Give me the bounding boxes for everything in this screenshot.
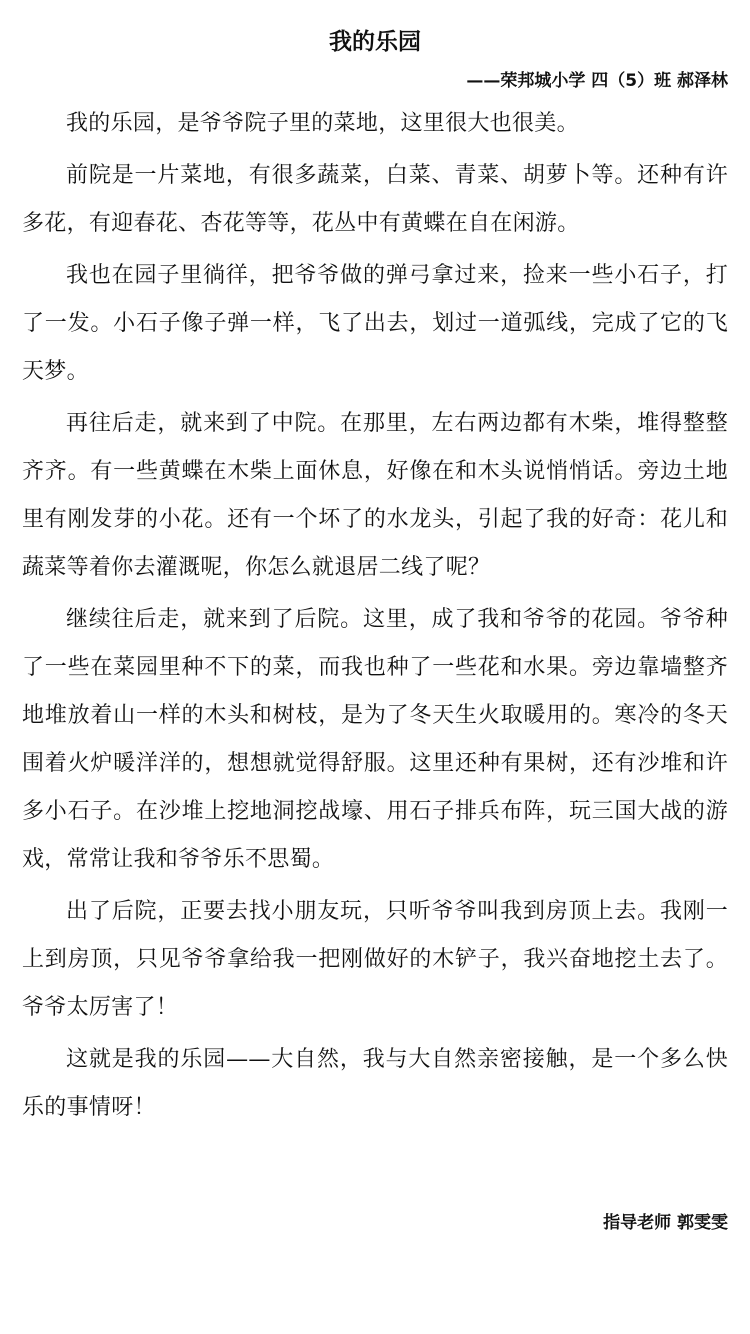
paragraph-4: 再往后走，就来到了中院。在那里，左右两边都有木柴，堆得整整齐齐。有一些黄蝶在木柴上面休息，好像在和木头说悄悄话。旁边土地里有刚发芽的小花。还有一个坏了的水龙头，引起了我的好奇：花儿和蔬菜等着你去灌溉呢，你怎么就退居二线了呢？ <box>22 411 728 580</box>
essay-title: 我的乐园 <box>329 29 421 55</box>
paragraph-1: 我的乐园，是爷爷院子里的菜地，这里很大也很美。 <box>66 111 579 136</box>
paragraph-5: 继续往后走，就来到了后院。这里，成了我和爷爷的花园。爷爷种了一些在菜园里种不下的菜，而我也种了一些花和水果。旁边靠墙整齐地堆放着山一样的木头和树枝，是为了冬天生火取暖用的。寒冷的冬天围着火炉暖洋洋的，想想就觉得舒服。这里还种有果树，还有沙堆和许多小石子。在沙堆上挖地洞挖战壕、用石子排兵布阵，玩三国大战的游戏，常常让我和爷爷乐不思蜀。 <box>22 607 728 872</box>
author-byline: ——荣邦城小学 四（5）班 郝泽林 <box>466 71 728 91</box>
paragraph-7: 这就是我的乐园——大自然，我与大自然亲密接触，是一个多么快乐的事情呀！ <box>22 1047 728 1120</box>
essay-body <box>22 100 728 1136</box>
paragraph-6: 出了后院，正要去找小朋友玩，只听爷爷叫我到房顶上去。我刚一上到房顶，只见爷爷拿给我一把刚做好的木铲子，我兴奋地挖土去了。爷爷太厉害了！ <box>22 899 728 1020</box>
paragraph-3: 我也在园子里徜徉，把爷爷做的弹弓拿过来，捡来一些小石子，打了一发。小石子像子弹一样，飞了出去，划过一道弧线，完成了它的飞天梦。 <box>22 263 728 384</box>
paragraph-2: 前院是一片菜地，有很多蔬菜，白菜、青菜、胡萝卜等。还种有许多花，有迎春花、杏花等等，花丛中有黄蝶在自在闲游。 <box>22 163 728 236</box>
teacher-credit: 指导老师 郭雯雯 <box>603 1213 728 1233</box>
